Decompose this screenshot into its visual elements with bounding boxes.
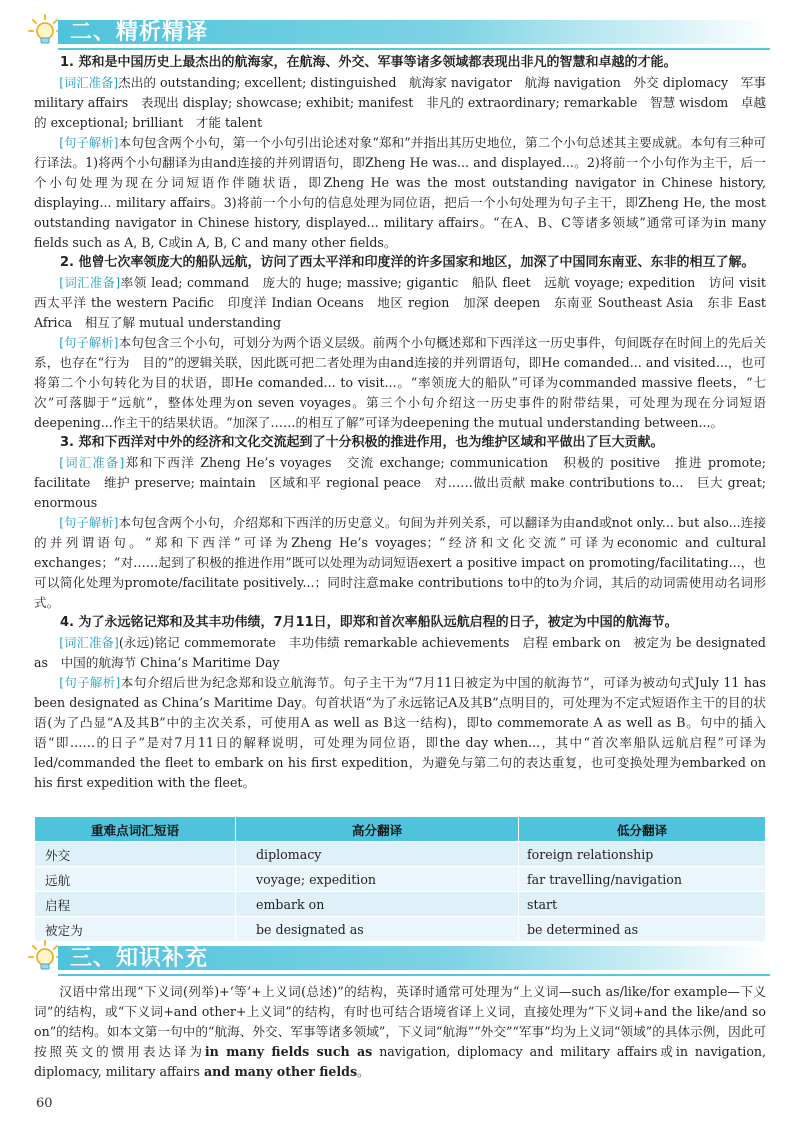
vocab-text: (永远)铭记 commemorate 丰功伟绩 remarkable achievements 启程 embark on 被定为 be designated as 中国的航海节 China’s Maritime Day bbox=[34, 635, 766, 670]
vocab-tag: [词汇准备] bbox=[59, 456, 125, 470]
table-cell: start bbox=[519, 892, 766, 917]
vocab-text: 杰出的 outstanding; excellent; distinguished 航海家 navigator 航海 navigation 外交 diplomacy 军事 military affairs 表现出 display; showcase; exhibit; manifest 非凡的 extraordinary; remarkable 智慧 wisdom 卓越的 exceptional; brilliant 才能 talent bbox=[34, 75, 766, 130]
section-title: 三、知识补充 bbox=[70, 946, 209, 971]
table-row bbox=[35, 842, 766, 867]
section-header-analysis bbox=[28, 12, 770, 50]
section-underline bbox=[58, 48, 770, 50]
table-cell: 远航 bbox=[35, 867, 236, 892]
table-cell: 启程 bbox=[35, 892, 236, 917]
emphasis-text: and many other fields bbox=[203, 1064, 358, 1079]
table-cell: be determined as bbox=[519, 917, 766, 942]
analysis-paragraph bbox=[34, 333, 766, 433]
vocab-tag: [词汇准备] bbox=[59, 76, 119, 90]
lightbulb-icon bbox=[28, 14, 62, 48]
vocab-paragraph bbox=[34, 453, 766, 513]
table-header: 重难点词汇短语 bbox=[35, 817, 236, 842]
question-title: 1. 郑和是中国历史上最杰出的航海家，在航海、外交、军事等诸多领域都表现出非凡的智慧和卓越的才能。 bbox=[60, 55, 677, 70]
vocab-comparison-table bbox=[34, 816, 766, 942]
analysis-tag: [句子解析] bbox=[59, 336, 119, 350]
table-cell: 被定为 bbox=[35, 917, 236, 942]
question-title: 2. 他曾七次率领庞大的船队远航，访问了西太平洋和印度洋的许多国家和地区，加深了中国同东南亚、东非的相互了解。 bbox=[60, 255, 755, 270]
table-row bbox=[35, 892, 766, 917]
table-header: 低分翻译 bbox=[519, 817, 766, 842]
table-cell: 外交 bbox=[35, 842, 236, 867]
section-header-knowledge bbox=[28, 938, 770, 976]
page-number: 60 bbox=[36, 1096, 53, 1111]
analysis-paragraph bbox=[34, 673, 766, 793]
vocab-paragraph bbox=[34, 273, 779, 333]
knowledge-text: 。 bbox=[357, 1064, 370, 1079]
analysis-tag: [句子解析] bbox=[59, 516, 119, 530]
knowledge-content bbox=[34, 982, 766, 1082]
vocab-paragraph bbox=[34, 633, 766, 673]
section-title: 二、精析精译 bbox=[70, 20, 209, 45]
table-header-row bbox=[35, 817, 766, 842]
analysis-content bbox=[34, 53, 779, 793]
emphasis-text: in many fields such as bbox=[204, 1044, 373, 1059]
analysis-text: 本句介绍后世为纪念郑和设立航海节。句子主干为“7月11日被定为中国的航海节”，可译为被动句式July 11 has been designated as China’s Maritime Day。句首状语“为了永远铭记A及其B”点明目的，可处理为不定式短语作主干的目的状语(为了凸显“A及其B”中的主次关系，可使用A as well as B这一结构)，即to commemorate A as well as B。句中的插入语“即……的日子”是对7月11日的解释说明，可处理为同位语，即the day when...，其中“首次率船队远航启程”可译为led/commanded the fleet to embark on his first expedition，为避免与第二句的表达重复，也可变换处理为embarked on his first expedition with the fleet。 bbox=[34, 675, 766, 790]
table-cell: be designated as bbox=[236, 917, 519, 942]
section-underline bbox=[58, 974, 770, 976]
table-cell: foreign relationship bbox=[519, 842, 766, 867]
table-cell: far travelling/navigation bbox=[519, 867, 766, 892]
question-title: 4. 为了永远铭记郑和及其丰功伟绩，7月11日，即郑和首次率船队远航启程的日子，被定为中国的航海节。 bbox=[60, 615, 678, 630]
analysis-paragraph bbox=[34, 133, 766, 253]
vocab-paragraph bbox=[34, 73, 766, 133]
analysis-tag: [句子解析] bbox=[59, 676, 121, 690]
question-title: 3. 郑和下西洋对中外的经济和文化交流起到了十分积极的推进作用，也为维护区域和平做出了巨大贡献。 bbox=[60, 435, 664, 450]
knowledge-text: 汉语中常出现“下义词(列举)+‘等’+上义词(总述)”的结构，英译时通常可处理为“上义词—such as/like/for example—下义词”的结构，或“下义词+and other+上义词”的结构，有时也可结合语境省译上义词，直接处理为“下义词+and the like/and so on”的结构。如本文第一句中的“航海、外交、军事等诸多领域”，下义词“航海”“外交”“军事”均为上义词“领域”的具体示例，因此可按照英文的惯用表达译为 bbox=[34, 984, 766, 1059]
table-row bbox=[35, 867, 766, 892]
table-cell: voyage; expedition bbox=[236, 867, 519, 892]
analysis-text: 本句包含三个小句，可划分为两个语义层级。前两个小句概述郑和下西洋这一历史事件，句间既存在时间上的先后关系，也存在“行为 目的”的逻辑关联，因此既可把二者处理为由and连接的并列谓语句，即He comanded... and visited...，也可将第二个小句转化为目的状语，即He comanded... to visit...。“率领庞大的船队”可译为commanded massive fleets，“七次”可落脚于“远航”，整体处理为on seven voyages。第三个小句介绍这一历史事件的附带结果，可处理为现在分词短语deepening...作主干的结果状语。“加深了……的相互了解”可译为deepening the mutual understanding between...。 bbox=[34, 335, 766, 430]
analysis-tag: [句子解析] bbox=[59, 136, 119, 150]
table-header: 高分翻译 bbox=[236, 817, 519, 842]
table-cell: embark on bbox=[236, 892, 519, 917]
vocab-tag: [词汇准备] bbox=[59, 276, 121, 290]
knowledge-text: navigation, diplomacy and military affairs或in navigation, diplomacy, military affairs bbox=[34, 1044, 767, 1079]
analysis-paragraph bbox=[34, 513, 766, 613]
vocab-text: 郑和下西洋 Zheng He’s voyages 交流 exchange; communication 积极的 positive 推进 promote; facilitate 维护 preserve; maintain 区域和平 regional peace 对……做出贡献 make contributions to... 巨大 great; enormous bbox=[34, 455, 766, 510]
lightbulb-icon bbox=[28, 940, 62, 974]
vocab-text: 率领 lead; command 庞大的 huge; massive; gigantic 船队 fleet 远航 voyage; expedition 访问 visit 西太平洋 the western Pacific 印度洋 Indian Oceans 地区 region 加深 deepen 东南亚 Southeast Asia 东非 East Africa 相互了解 mutual understanding bbox=[34, 275, 779, 330]
analysis-text: 本句包含两个小句，第一个小句引出论述对象“郑和”并指出其历史地位，第二个小句总述其主要成就。本句有三种可行译法。1)将两个小句翻译为由and连接的并列谓语句，即Zheng He was... and displayed...。2)将前一个小句作为主干，后一个小句处理为现在分词短语作伴随状语，即Zheng He was the most outstanding navigator in Chinese history, displaying... military affairs。3)将前一个小句的信息处理为同位语，把后一个小句处理为句子主干，即Zheng He, the most outstanding navigator in Chinese history, displayed... military affairs。“在A、B、C等诸多领域”通常可译为in many fields such as A, B, C或in A, B, C and many other fields。 bbox=[34, 135, 766, 250]
knowledge-paragraph bbox=[34, 982, 766, 1082]
vocab-tag: [词汇准备] bbox=[59, 636, 119, 650]
table-cell: diplomacy bbox=[236, 842, 519, 867]
analysis-text: 本句包含两个小句，介绍郑和下西洋的历史意义。句间为并列关系，可以翻译为由and或not only... but also...连接的并列谓语句。“郑和下西洋”可译为Zheng He’s voyages；“经济和文化交流”可译为economic and cultural exchanges；“对……起到了积极的推进作用”既可以处理为动词短语exert a positive impact on promoting/facilitating...，也可以简化处理为promote/facilitate positively...；同时注意make contributions to中的to为介词，其后的动词需使用动名词形式。 bbox=[34, 515, 766, 610]
